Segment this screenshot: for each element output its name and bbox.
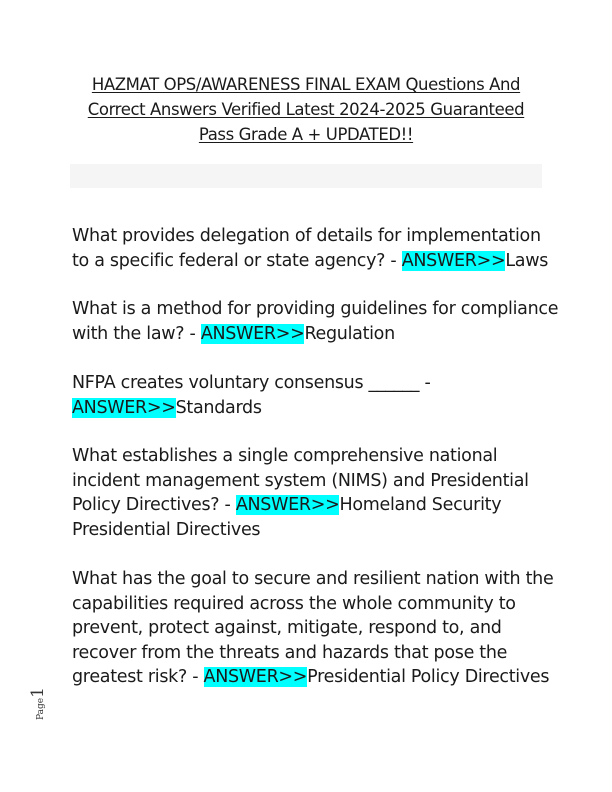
qa-5-line-4: recover from the threats and hazards that pose the <box>72 642 508 663</box>
qa-item-5 <box>72 567 554 690</box>
qa-5-line-2: capabilities required across the whole community to <box>72 593 516 614</box>
title-line-2: Correct Answers Verified Latest 2024-2025 Guaranteed <box>87 100 525 119</box>
page-number: 1 <box>28 687 48 698</box>
qa-4-line-2: incident management system (NIMS) and Presidential <box>72 470 529 491</box>
qa-3-answer: Standards <box>175 397 262 418</box>
qa-1-answer: Laws <box>505 250 549 271</box>
answer-tag: ANSWER>> <box>401 250 506 271</box>
answer-tag: ANSWER>> <box>235 495 340 515</box>
qa-4-question-end: Policy Directives? - <box>72 495 236 515</box>
title-line-3: Pass Grade A + UPDATED!! <box>198 125 414 144</box>
qa-item-1 <box>72 224 547 273</box>
qa-item-4 <box>72 444 547 542</box>
qa-1-line-2 <box>72 249 547 274</box>
qa-2-answer: Regulation <box>304 323 395 344</box>
qa-3-line-2 <box>72 396 547 421</box>
qa-4-answer: Homeland Security <box>339 495 502 515</box>
qa-3-line-1: NFPA creates voluntary consensus ______ - <box>72 373 431 393</box>
qa-item-2 <box>72 297 559 346</box>
qa-2-question-end: with the law? - <box>72 323 201 344</box>
qa-2-line-2 <box>72 322 547 347</box>
qa-5-question-end: greatest risk? - <box>72 667 204 687</box>
qa-5-line-3: prevent, protect against, mitigate, respond to, and <box>72 618 502 638</box>
page-label: Page <box>36 697 46 720</box>
qa-4-answer-continued: Presidential Directives <box>72 519 261 540</box>
document-title <box>72 72 540 147</box>
page-number-footer <box>28 687 48 720</box>
qa-5-line-1: What has the goal to secure and resilient nation with the <box>72 569 554 589</box>
qa-1-line-1: What provides delegation of details for implementation <box>72 226 541 246</box>
answer-tag: ANSWER>> <box>203 667 308 687</box>
qa-2-line-1: What is a method for providing guidelines for compliance <box>72 299 559 319</box>
qa-item-3 <box>72 371 547 420</box>
qa-5-answer: Presidential Policy Directives <box>307 667 550 687</box>
title-shade-bar <box>70 164 542 188</box>
answer-tag: ANSWER>> <box>72 397 176 418</box>
qa-5-line-5 <box>72 665 550 690</box>
qa-4-line-3 <box>72 493 547 518</box>
answer-tag: ANSWER>> <box>200 323 305 344</box>
title-line-1: HAZMAT OPS/AWARENESS FINAL EXAM Questions And <box>91 75 521 94</box>
qa-1-question-end: to a specific federal or state agency? - <box>72 250 402 271</box>
qa-4-line-1: What establishes a single comprehensive national <box>72 446 498 466</box>
